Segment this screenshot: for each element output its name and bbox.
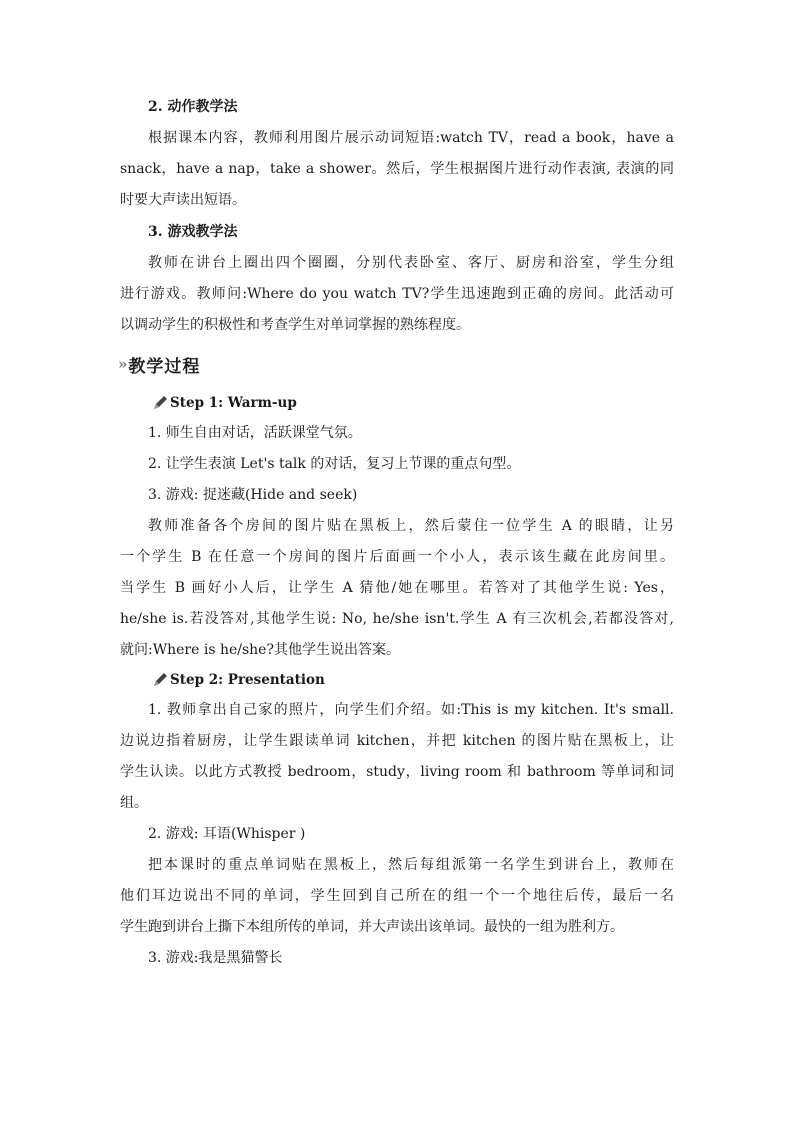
step-1-para-line: 教师准备各个房间的图片贴在黑板上，然后蒙住一位学生 A 的眼睛，让另 [148,518,674,534]
method-2-line: 时要大声读出短语。 [120,192,246,208]
step-2-item: 3. 游戏:我是黑猫警长 [148,950,283,966]
step-2-item-line: 1. 教师拿出自己家的照片，向学生们介绍。如:This is my kitchen. It's small. [148,702,674,718]
method-3-line: 教师在讲台上圈出四个圈圈，分别代表卧室、客厅、厨房和浴室，学生分组 [148,255,674,271]
step-1-heading [152,393,297,413]
method-2-title: 2. 动作教学法 [148,99,238,115]
step-2-heading [152,670,325,690]
chevron-icon: » [118,355,125,373]
step-1-para-line: he/she is.若没答对,其他学生说: No, he/she isn't.学生 A 有三次机会,若都没答对, [120,611,674,627]
method-2-line: snack，have a nap，take a shower。然后，学生根据图片进行动作表演, 表演的同 [120,161,674,177]
method-2-line: 根据课本内容，教师利用图片展示动词短语:watch TV，read a book，have a [148,130,674,146]
step-2-title: Step 2: Presentation [170,672,325,688]
pencil-icon [152,395,168,411]
step-2-para-line: 把本课时的重点单词贴在黑板上，然后每组派第一名学生到讲台上，教师在 [148,857,674,873]
step-2-item-line: 组。 [120,795,148,811]
step-2-item-line: 边说边指着厨房，让学生跟读单词 kitchen，并把 kitchen 的图片贴在黑板上，让 [120,733,674,749]
method-3-line: 以调动学生的积极性和考查学生对单词掌握的熟练程度。 [120,317,470,333]
step-1-para-line: 当学生 B 画好小人后，让学生 A 猜他/她在哪里。若答对了其他学生说: Yes， [120,580,674,596]
step-1-para-line: 就问:Where is he/she?其他学生说出答案。 [120,642,400,658]
pencil-icon [152,672,168,688]
step-1-item: 2. 让学生表演 Let's talk 的对话，复习上节课的重点句型。 [148,456,521,472]
step-2-item: 2. 游戏: 耳语(Whisper ) [148,826,306,842]
section-heading [118,352,200,376]
step-2-para-line: 学生跑到讲台上撕下本组所传的单词，并大声读出该单词。最快的一组为胜利方。 [120,919,624,935]
method-3-line: 进行游戏。教师问:Where do you watch TV?学生迅速跑到正确的房间。此活动可 [120,286,674,302]
step-1-item: 3. 游戏: 捉迷藏(Hide and seek) [148,487,358,503]
step-1-title: Step 1: Warm-up [170,395,297,411]
step-1-para-line: 一个学生 B 在任意一个房间的图片后面画一个小人，表示该生藏在此房间里。 [120,549,674,565]
step-1-item: 1. 师生自由对话，活跃课堂气氛。 [148,425,362,441]
method-3-title: 3. 游戏教学法 [148,224,238,240]
section-title: 教学过程 [128,356,201,377]
step-2-para-line: 他们耳边说出不同的单词，学生回到自己所在的组一个一个地往后传，最后一名 [120,888,674,904]
step-2-item-line: 学生认读。以此方式教授 bedroom，study，living room 和 bathroom 等单词和词 [120,764,674,780]
